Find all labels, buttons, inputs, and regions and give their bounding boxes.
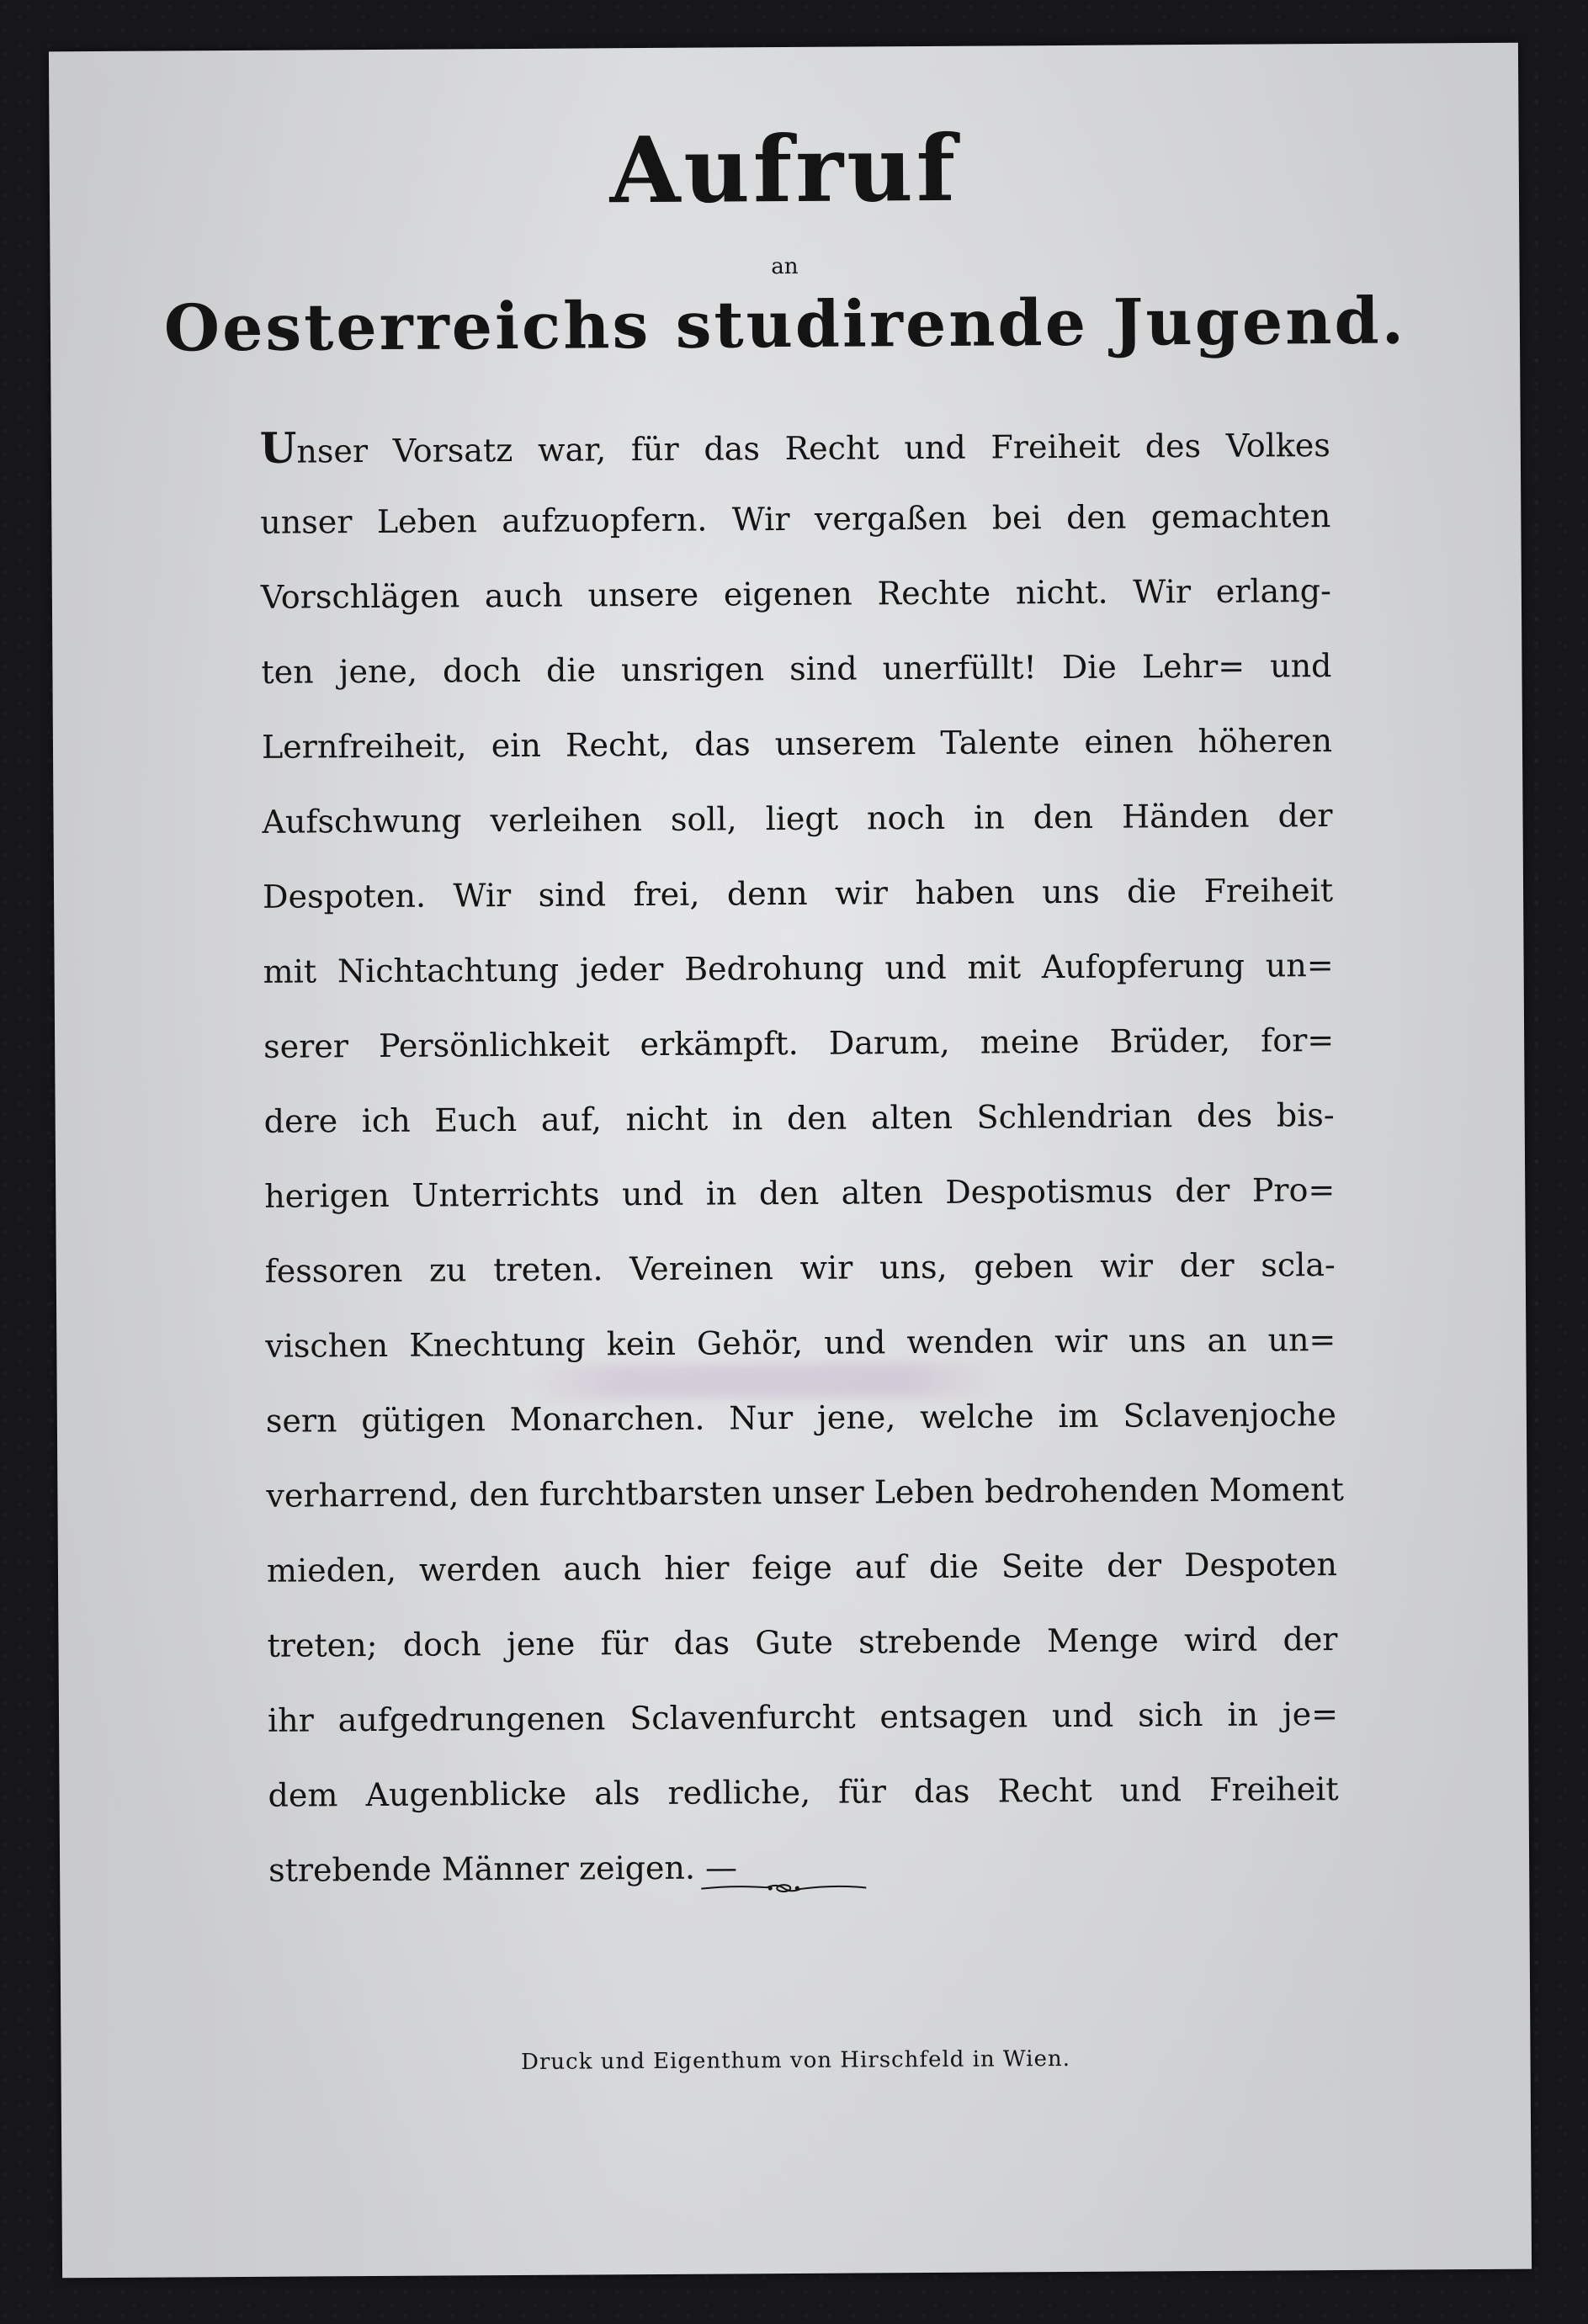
body-line-17: treten; doch jene für das Gute strebende Menge wird der	[267, 1621, 1338, 1664]
initial-letter: U	[259, 422, 297, 473]
body-text	[259, 404, 1344, 1908]
title-connector: an	[771, 253, 799, 280]
body-line-4: ten jene, doch die unsrigen sind unerfüllt! Die Lehr= und	[261, 647, 1332, 691]
poster-sheet	[49, 43, 1532, 2279]
body-line-9: serer Persönlichkeit erkämpft. Darum, meine Brüder, for=	[263, 1021, 1335, 1065]
poster-title: Aufruf	[609, 115, 959, 225]
body-line-13: vischen Knechtung kein Gehör, und wenden wir uns an un=	[265, 1321, 1336, 1365]
body-line-10: dere ich Euch auf, nicht in den alten Schlendrian des bis-	[263, 1096, 1335, 1140]
body-line-12: fessoren zu treten. Vereinen wir uns, geben wir der scla-	[264, 1246, 1336, 1290]
body-line-1	[260, 404, 1331, 485]
poster-subtitle: Oesterreichs studirende Jugend.	[163, 283, 1407, 366]
body-line-18: ihr aufgedrungenen Sclavenfurcht entsagen und sich in je=	[267, 1695, 1339, 1739]
body-line-3: Vorschlägen auch unsere eigenen Rechte nicht. Wir erlang-	[260, 572, 1332, 616]
body-line-15: verharrend, den furchtbarsten unser Leben bedrohenden Moment	[266, 1470, 1344, 1515]
body-line-11: herigen Unterrichts und in den alten Despotismus der Pro=	[264, 1171, 1336, 1215]
body-line-6: Aufschwung verleihen soll, liegt noch in den Händen der	[262, 797, 1333, 841]
body-line-1-text: nser Vorsatz war, für das Recht und Freiheit des Volkes	[296, 427, 1330, 470]
body-line-7: Despoten. Wir sind frei, denn wir haben uns die Freiheit	[262, 872, 1334, 915]
body-line-2: unser Leben aufzuopfern. Wir vergaßen bei den gemachten	[260, 497, 1331, 541]
body-line-20: strebende Männer zeigen. —	[268, 1849, 738, 1889]
printer-imprint: Druck und Eigenthum von Hirschfeld in Wien.	[520, 2045, 1071, 2075]
body-line-19: dem Augenblicke als redliche, für das Recht und Freiheit	[268, 1770, 1339, 1814]
ornament-divider	[699, 1879, 868, 1897]
body-line-5: Lernfreiheit, ein Recht, das unserem Talente einen höheren	[261, 722, 1333, 766]
body-line-16: mieden, werden auch hier feige auf die Seite der Despoten	[266, 1546, 1338, 1589]
body-line-14: sern gütigen Monarchen. Nur jene, welche im Sclavenjoche	[265, 1396, 1336, 1440]
body-line-8: mit Nichtachtung jeder Bedrohung und mit Aufopferung un=	[263, 947, 1334, 990]
